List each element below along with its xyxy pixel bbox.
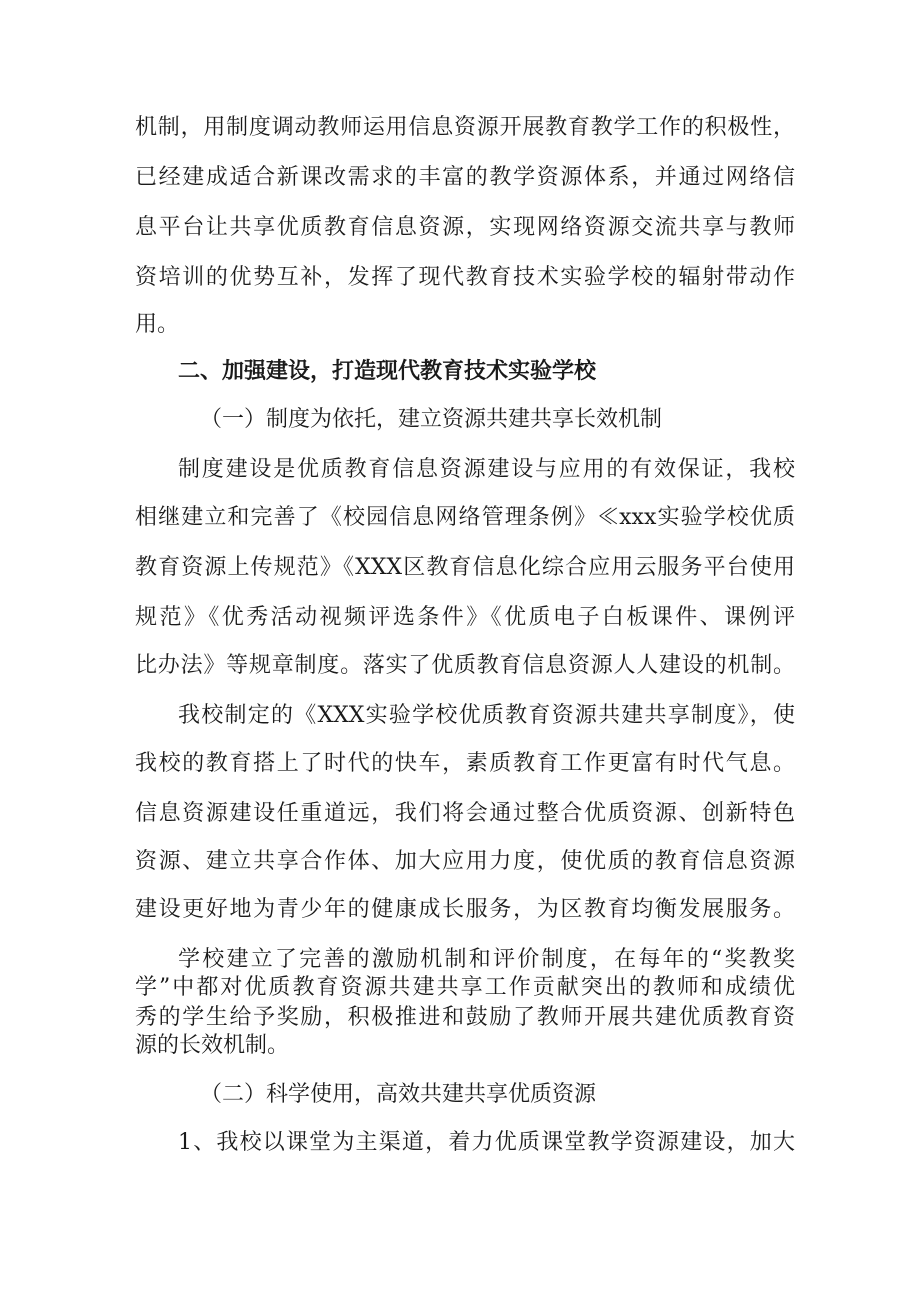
subsection-heading: （一）制度为依托，建立资源共建共享长效机制 xyxy=(200,407,663,432)
paragraph-line: 制度建设是优质教育信息资源建设与应用的有效保证，我校 xyxy=(178,457,795,482)
paragraph-line: 已经建成适合新课改需求的丰富的教学资源体系，并通过网络信 xyxy=(135,165,795,190)
paragraph-line: 信息资源建设任重道远，我们将会通过整合优质资源、创新特色 xyxy=(135,801,795,826)
paragraph-line: 资源、建立共享合作体、加大应用力度，使优质的教育信息资源 xyxy=(135,849,795,874)
paragraph-line: 我校制定的《XXX实验学校优质教育资源共建共享制度》，使 xyxy=(178,703,795,728)
paragraph-line: 比办法》等规章制度。落实了优质教育信息资源人人建设的机制。 xyxy=(135,653,795,678)
paragraph-line: 我校的教育搭上了时代的快车，素质教育工作更富有时代气息。 xyxy=(135,751,795,776)
paragraph-line: 学”中都对优质教育资源共建共享工作贡献突出的教师和成绩优 xyxy=(135,975,795,1000)
paragraph-line: 建设更好地为青少年的健康成长服务，为区教育均衡发展服务。 xyxy=(135,897,795,922)
section-heading: 二、加强建设，打造现代教育技术实验学校 xyxy=(178,359,597,384)
subsection-heading: （二）科学使用，高效共建共享优质资源 xyxy=(200,1082,597,1107)
paragraph-line: 源的长效机制。 xyxy=(135,1033,290,1058)
paragraph-line: 息平台让共享优质教育信息资源，实现网络资源交流共享与教师 xyxy=(135,215,795,240)
paragraph-line: 用。 xyxy=(135,312,180,337)
paragraph-line: 学校建立了完善的激励机制和评价制度，在每年的“奖教奖 xyxy=(178,947,795,972)
paragraph-line: 资培训的优势互补，发挥了现代教育技术实验学校的辐射带动作 xyxy=(135,265,795,290)
paragraph-line: 秀的学生给予奖励，积极推进和鼓励了教师开展共建优质教育资 xyxy=(135,1005,795,1030)
paragraph-line: 1、我校以课堂为主渠道，着力优质课堂教学资源建设，加大 xyxy=(178,1130,795,1155)
paragraph-line: 机制，用制度调动教师运用信息资源开展教育教学工作的积极性， xyxy=(135,115,795,140)
paragraph-line: 规范》《优秀活动视频评选条件》《优质电子白板课件、课例评 xyxy=(135,605,795,630)
paragraph-line: 教育资源上传规范》《XXX区教育信息化综合应用云服务平台使用 xyxy=(135,555,795,580)
paragraph-line: 相继建立和完善了《校园信息网络管理条例》≪xxx实验学校优质 xyxy=(135,505,795,530)
